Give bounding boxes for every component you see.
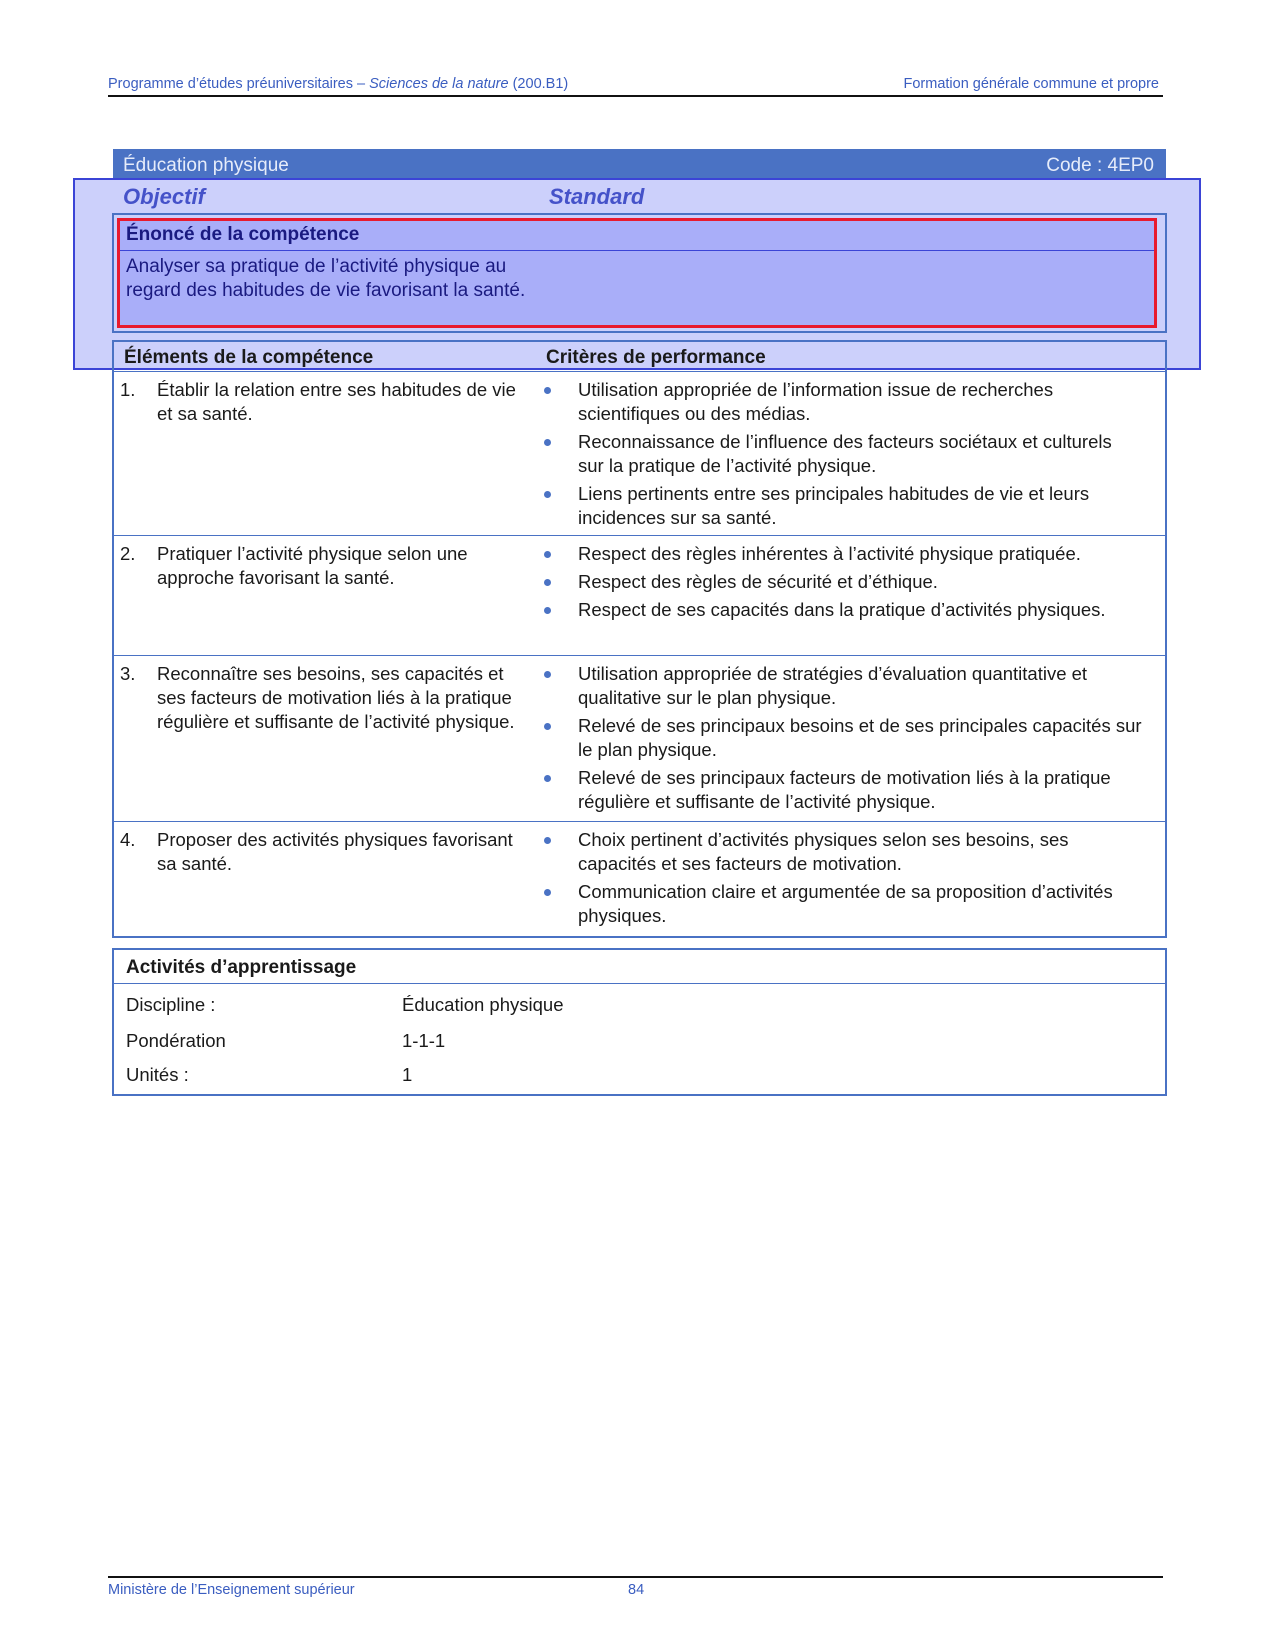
header-rule <box>108 95 1163 97</box>
weighting-line <box>126 1030 446 1052</box>
criterion-text: Liens pertinents entre ses principales habitudes de vie et leurs incidences sur sa santé. <box>578 483 1090 528</box>
section-label: Formation générale commune et propre <box>903 76 1159 92</box>
list-item <box>542 542 1142 566</box>
page-number: 84 <box>628 1582 645 1598</box>
course-title-bar <box>113 149 1166 179</box>
bullet-icon <box>544 671 551 678</box>
list-item <box>542 482 1142 530</box>
bullet-icon <box>544 775 551 782</box>
element-2 <box>120 542 520 590</box>
element-4 <box>120 828 520 876</box>
element-number: 2. <box>120 543 136 564</box>
performance-table <box>112 340 1167 938</box>
criteria-list <box>542 378 1142 534</box>
course-code: Code : 4EP0 <box>1046 154 1154 176</box>
list-item <box>542 598 1142 622</box>
units-label: Unités : <box>126 1064 189 1085</box>
activities-heading: Activités d’apprentissage <box>114 950 1165 984</box>
objective-label: Objectif <box>123 184 205 209</box>
criterion-text: Reconnaissance de l’influence des facteurs sociétaux et culturels sur la pratique de l’activité physique. <box>578 431 1112 476</box>
table-row <box>114 822 1165 935</box>
bullet-icon <box>544 837 551 844</box>
bullet-icon <box>544 607 551 614</box>
criterion-text: Relevé de ses principaux besoins et de ses principales capacités sur le plan physique. <box>578 715 1142 760</box>
bullet-icon <box>544 551 551 558</box>
program-name: Sciences de la nature <box>369 76 509 92</box>
element-text: Établir la relation entre ses habitudes de vie et sa santé. <box>157 379 516 424</box>
competence-statement: Analyser sa pratique de l’activité physique au regard des habitudes de vie favorisant la santé. <box>126 256 526 301</box>
element-number: 4. <box>120 829 136 850</box>
bullet-icon <box>544 387 551 394</box>
criteria-list <box>542 828 1142 932</box>
criterion-text: Utilisation appropriée de l’information issue de recherches scientifiques ou des médias. <box>578 379 1054 424</box>
element-text: Proposer des activités physiques favorisant sa santé. <box>157 829 513 874</box>
list-item <box>542 714 1142 762</box>
element-3 <box>120 662 520 734</box>
column-elements: Éléments de la compétence <box>124 347 374 368</box>
table-row <box>114 536 1165 656</box>
program-code: (200.B1) <box>508 76 569 92</box>
column-criteria: Critères de performance <box>546 347 766 368</box>
units-line <box>126 1064 413 1086</box>
course-title: Éducation physique <box>123 154 289 176</box>
element-number: 3. <box>120 663 136 684</box>
criteria-list <box>542 662 1142 818</box>
list-item <box>542 570 1142 594</box>
standard-label: Standard <box>549 184 645 209</box>
element-text: Pratiquer l’activité physique selon une approche favorisant la santé. <box>157 543 468 588</box>
bullet-icon <box>544 889 551 896</box>
bullet-icon <box>544 579 551 586</box>
criteria-list <box>542 542 1142 626</box>
discipline-value: Éducation physique <box>402 994 564 1015</box>
program-prefix: Programme d’études préuniversitaires – <box>108 76 370 92</box>
running-header <box>108 76 1159 92</box>
units-value: 1 <box>402 1064 413 1085</box>
table-row <box>114 656 1165 822</box>
competence-box <box>117 218 1157 328</box>
bullet-icon <box>544 491 551 498</box>
learning-activities-box <box>112 948 1167 1096</box>
list-item <box>542 378 1142 426</box>
weighting-value: 1-1-1 <box>402 1030 446 1051</box>
criterion-text: Utilisation appropriée de stratégies d’évaluation quantitative et qualitative sur le plan physique. <box>578 663 1088 708</box>
program-line <box>108 76 568 92</box>
element-1 <box>120 378 520 426</box>
element-number: 1. <box>120 379 136 400</box>
criterion-text: Respect de ses capacités dans la pratique d’activités physiques. <box>578 599 1106 620</box>
bullet-icon <box>544 723 551 730</box>
list-item <box>542 880 1142 928</box>
bullet-icon <box>544 439 551 446</box>
page-footer <box>108 1582 648 1598</box>
list-item <box>542 766 1142 814</box>
list-item <box>542 828 1142 876</box>
ministry-name: Ministère de l’Enseignement supérieur <box>108 1582 355 1598</box>
criterion-text: Respect des règles inhérentes à l’activité physique pratiquée. <box>578 543 1081 564</box>
discipline-label: Discipline : <box>126 994 216 1015</box>
criterion-text: Respect des règles de sécurité et d’éthique. <box>578 571 938 592</box>
list-item <box>542 430 1142 478</box>
table-header <box>114 342 1165 372</box>
list-item <box>542 662 1142 710</box>
weighting-label: Pondération <box>126 1030 226 1051</box>
element-text: Reconnaître ses besoins, ses capacités et ses facteurs de motivation liés à la pratique régulière et suffisante de l’activité physique. <box>157 663 515 732</box>
criterion-text: Choix pertinent d’activités physiques selon ses besoins, ses capacités et ses facteurs de motivation. <box>578 829 1069 874</box>
table-row <box>114 372 1165 536</box>
discipline-line <box>126 994 564 1016</box>
criterion-text: Relevé de ses principaux facteurs de motivation liés à la pratique régulière et suffisante de l’activité physique. <box>578 767 1111 812</box>
competence-heading: Énoncé de la compétence <box>120 221 1154 251</box>
criterion-text: Communication claire et argumentée de sa proposition d’activités physiques. <box>578 881 1113 926</box>
footer-rule <box>108 1576 1163 1578</box>
